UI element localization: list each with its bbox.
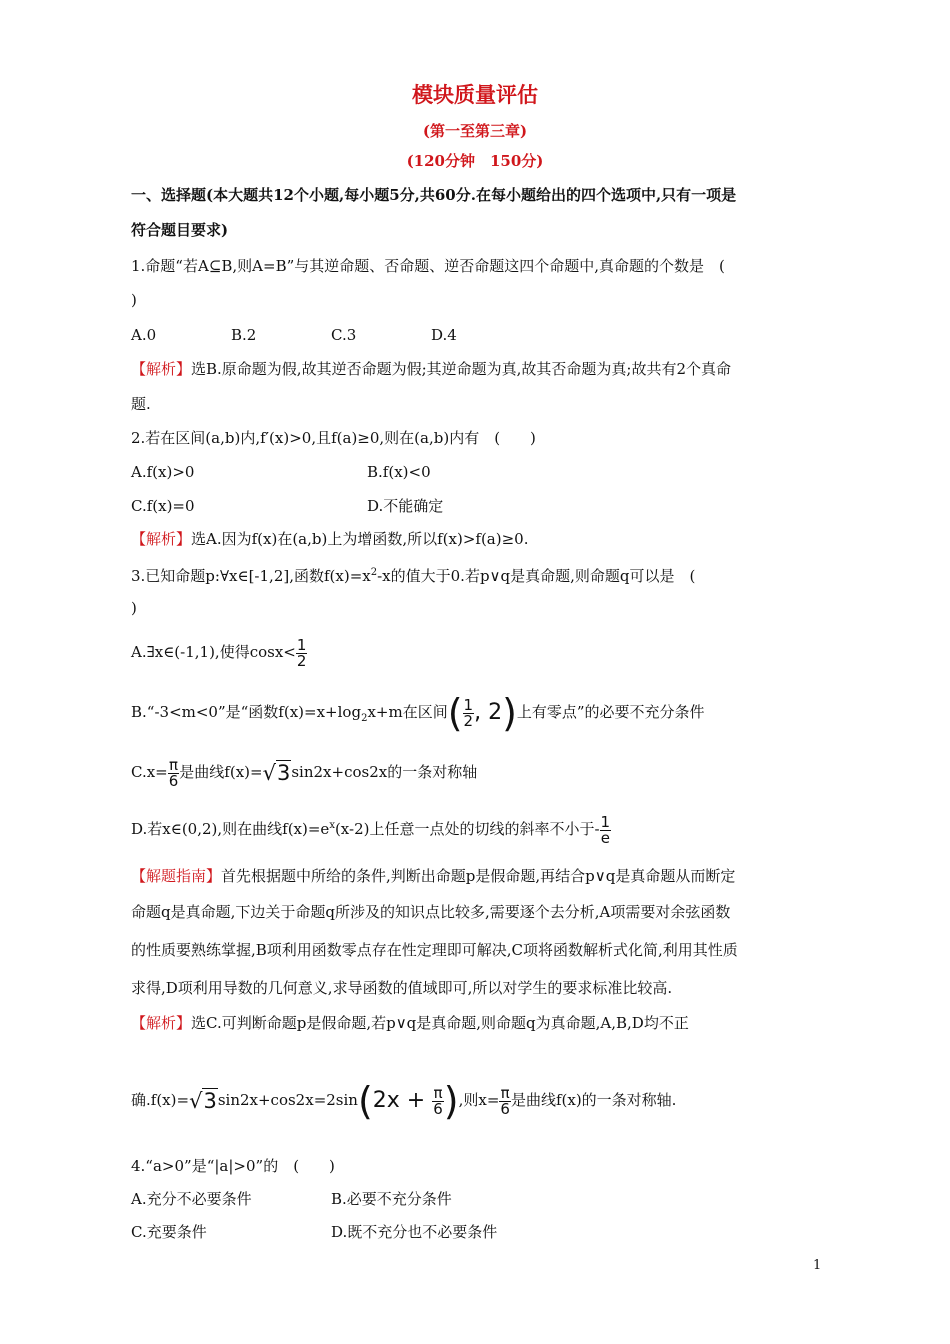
analysis-tag: 【解析】 <box>131 530 192 548</box>
q2-option-d: D.不能确定 <box>367 497 444 515</box>
q3-guide-line4: 求得,D项利用导数的几何意义,求导函数的值域即可,所以对学生的要求标准比较高. <box>131 979 673 997</box>
argument: 2x + <box>372 1088 433 1113</box>
option-text: C.x= <box>131 763 168 781</box>
q1-stem-close: ) <box>131 291 137 309</box>
q3-guide-line1 <box>131 866 735 886</box>
q3-analysis-line1 <box>131 1013 689 1033</box>
q2-option-c: C.f(x)=0 <box>131 497 195 515</box>
q1-option-b: B.2 <box>231 326 257 344</box>
q3-guide-line2: 命题q是真命题,下边关于命题q所涉及的知识点比较多,需要逐个去分析,A项需要对余弦函数 <box>131 903 731 921</box>
option-text: A.∃x∈(-1,1),使得cosx< <box>131 643 296 661</box>
denominator: e <box>600 828 610 847</box>
q2-analysis-text: 选A.因为f(x)在(a,b)上为增函数,所以f(x)>f(a)≥0. <box>191 530 529 548</box>
option-text: (x-2)上任意一点处的切线的斜率不小于- <box>334 820 600 838</box>
option-text: 上有零点”的必要不充分条件 <box>516 703 705 721</box>
exponent: x <box>329 820 335 831</box>
q4-option-c: C.充要条件 <box>131 1223 207 1241</box>
q3-option-c <box>131 752 477 793</box>
q3-stem-close: ) <box>131 599 137 617</box>
time-and-score: (120分钟 150分) <box>406 152 544 170</box>
numerator: 1 <box>296 635 307 654</box>
left-paren: ( <box>447 691 463 735</box>
right-paren: ) <box>443 1079 459 1123</box>
q4-option-a: A.充分不必要条件 <box>131 1190 252 1208</box>
subscript: 2 <box>361 713 368 724</box>
analysis-text: ,则x= <box>458 1091 500 1109</box>
guide-tag: 【解题指南】 <box>131 867 222 885</box>
analysis-tag: 【解析】 <box>131 1014 192 1032</box>
q3-option-b <box>131 690 705 741</box>
analysis-text: 是曲线f(x)的一条对称轴. <box>510 1091 677 1109</box>
option-text: B.“-3<m<0”是“函数f(x)=x+log <box>131 703 362 721</box>
fraction <box>463 695 475 730</box>
numerator: 1 <box>600 812 611 831</box>
right-paren: ) <box>502 691 517 735</box>
q4-option-d: D.既不充分也不必要条件 <box>331 1223 498 1241</box>
radicand: 3 <box>276 761 291 785</box>
q2-stem: 2.若在区间(a,b)内,f′(x)>0,且f(a)≥0,则在(a,b)内有 ( ) <box>131 429 536 447</box>
q1-analysis <box>131 359 731 379</box>
denominator: 6 <box>433 1099 443 1118</box>
denominator: 2 <box>463 711 474 730</box>
option-text: D.若x∈(0,2),则在曲线f(x)=e <box>131 820 330 838</box>
q4-stem: 4.“a>0”是“|a|>0”的 ( ) <box>131 1157 335 1175</box>
denominator: 6 <box>168 771 179 790</box>
left-paren: ( <box>357 1079 373 1123</box>
q1-stem: 1.命题“若A⊆B,则A=B”与其逆命题、否命题、逆否命题这四个命题中,真命题的个数是 ( <box>131 257 725 275</box>
q3-option-a <box>131 633 307 671</box>
section-heading-line2: 符合题目要求) <box>131 221 229 239</box>
option-text: x+m在区间 <box>367 703 448 721</box>
exponent: 2 <box>370 567 378 578</box>
interval-end: , 2 <box>474 700 503 725</box>
q4-option-b: B.必要不充分条件 <box>331 1190 452 1208</box>
q2-analysis <box>131 529 528 549</box>
radicand: 3 <box>203 1089 217 1113</box>
analysis-text: 选C.可判断命题p是假命题,若p∨q是真命题,则命题q为真命题,A,B,D均不正 <box>191 1014 689 1032</box>
fraction <box>296 635 308 670</box>
denominator: 6 <box>500 1099 510 1118</box>
q3-analysis-line2 <box>131 1078 676 1123</box>
q3-stem <box>131 563 695 586</box>
q1-option-d: D.4 <box>431 326 457 344</box>
q1-option-c: C.3 <box>331 326 357 344</box>
analysis-text: 确.f(x)= <box>131 1091 190 1109</box>
q3-option-d <box>131 806 611 849</box>
denominator: 2 <box>296 651 307 670</box>
option-text: sin2x+cos2x的一条对称轴 <box>291 763 478 781</box>
guide-text: 首先根据题中所给的条件,判断出命题p是假命题,再结合p∨q是真命题从而断定 <box>221 867 736 885</box>
q3-guide-line3: 的性质要熟练掌握,B项利用函数零点存在性定理即可解决,C项将函数解析式化简,利用其性质 <box>131 941 738 959</box>
q2-option-a: A.f(x)>0 <box>131 463 195 481</box>
fraction <box>499 1083 511 1118</box>
numerator: π <box>169 755 179 774</box>
numerator: 1 <box>463 695 474 714</box>
sqrt: √3 <box>189 1089 217 1113</box>
page-number: 1 <box>813 1258 822 1273</box>
q1-analysis-text: 选B.原命题为假,故其逆否命题为假;其逆命题为真,故其否命题为真;故共有2个真命 <box>191 360 731 378</box>
chapter-range: (第一至第三章) <box>422 122 528 140</box>
fraction <box>168 755 180 790</box>
page-title: 模块质量评估 <box>412 82 538 107</box>
q1-option-a: A.0 <box>131 326 157 344</box>
section-heading-line1: 一、选择题(本大题共12个小题,每小题5分,共60分.在每小题给出的四个选项中,只有一项是 <box>131 186 737 204</box>
numerator: π <box>500 1083 510 1102</box>
fraction <box>600 812 612 847</box>
analysis-tag: 【解析】 <box>131 360 192 378</box>
numerator: π <box>433 1083 443 1102</box>
q3-stem-part: 3.已知命题p:∀x∈[-1,2],函数f(x)=x <box>131 567 371 585</box>
q1-analysis-cont: 题. <box>131 395 151 413</box>
sqrt: √3 <box>262 761 291 785</box>
analysis-text: sin2x+cos2x=2sin <box>217 1091 358 1109</box>
q2-option-b: B.f(x)<0 <box>367 463 431 481</box>
option-text: 是曲线f(x)= <box>179 763 263 781</box>
fraction <box>432 1083 444 1118</box>
q3-stem-part: -x的值大于0.若p∨q是真命题,则命题q可以是 ( <box>377 567 696 585</box>
